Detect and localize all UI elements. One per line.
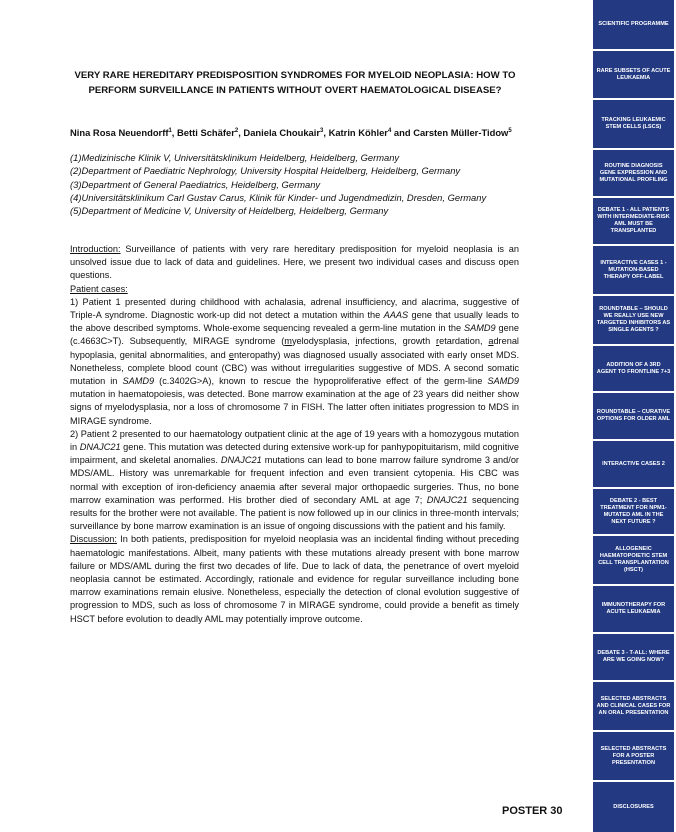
affiliation: (5)Department of Medicine V, University of Heidelberg, Heidelberg, Germany [70,205,389,217]
author: Betti Schäfer$^2$, [177,127,244,139]
case-1-paragraph: 1) Patient 1 presented during childhood with achalasia, adrenal insufficiency, and alacrima, suggestive of Triple-A syndrome. Diagnostic work-up did not detect a mutation within the AAAS gene that usually leads to the above described symptoms. Whole-exome sequencing revealed a germ-line mutation in the SAMD9 gene (c.4663C>T). Subsequently, MIRAGE syndrome (myelodysplasia, infections, growth retardation, adrenal hypoplasia, genital abnormalities, and enteropathy) was diagnosed usually associated with early onset MDS. Nonetheless, complete blood count (CBC) was without irregularities suggestive of MDS. A second somatic mutation in SAMD9 (c.3402G>A), known to rescue the hypoproliferative effect of the germ-line SAMD9 mutation in haematopoiesis, was detected. Bone marrow examination at the age of 23 years did neither show signs of myelodysplasia, nor a loss of chromosome 7 in FISH. The latter often initiates progression to MDS in MIRAGE syndrome. [70,296,519,426]
nav-roundtable-older-aml[interactable]: ROUNDTABLE – CURATIVE OPTIONS FOR OLDER AML [593,393,674,439]
nav-tracking-lsc[interactable]: TRACKING LEUKAEMIC STEM CELLS (LSCS) [593,100,674,148]
affiliation: (1)Medizinische Klinik V, Universitätsklinikum Heidelberg, Heidelberg, Germany [70,152,400,163]
affiliation: (2)Department of Paediatric Nephrology, University Hospital Heidelberg, Heidelberg, Germany [70,165,461,177]
case-2-paragraph: 2) Patient 2 presented to our haematology outpatient clinic at the age of 19 years with a homozygous mutation in DNAJC21 gene. This mutation was detected during extensive work-up for panhypopituitarism, mild cognitive impairment, and skeletal anomalies. DNAJC21 mutations can lead to bone marrow failure syndrome 3 and/or MDS/AML. History was unremarkable for frequent infection and even transient cytopenia. His CBC was normal with exception of iron-deficiency anaemia after several major orthopaedic surgeries. Thus, no bone marrow examination was performed. His brother died of secondary AML at age 7; DNAJC21 sequencing results for the brother were not available. The patient is now followed up in our clinics in three-month intervals; surveillance by bone marrow examination is an issue of ongoing discussions with the patient and his family. [70,428,519,532]
introduction-heading: Introduction: [70,244,121,254]
author: Daniela Choukair$^3$, [243,127,329,139]
nav-oral-abstracts[interactable]: SELECTED ABSTRACTS AND CLINICAL CASES FOR AN ORAL PRESENTATION [593,682,674,730]
nav-poster-abstracts[interactable]: SELECTED ABSTRACTS FOR A POSTER PRESENTATION [593,732,674,780]
nav-interactive-cases-2[interactable]: INTERACTIVE CASES 2 [593,441,674,487]
introduction-paragraph: Introduction: Surveillance of patients with very rare hereditary predisposition for myeloid neoplasia is an unsolved issue due to lack of data and guidelines. Here, we present two individual cases and discuss open questions. [70,244,519,281]
affiliations [70,151,540,217]
poster-title: VERY RARE HEREDITARY PREDISPOSITION SYNDROMES FOR MYELOID NEOPLASIA: HOW TO PERFORM SURVEILLANCE IN PATIENTS WITHOUT OVERT HAEMATOLOGICAL DISEASE? [74,70,516,96]
author: Nina Rosa Neuendorff$^1$, [70,127,178,139]
nav-scientific-programme[interactable]: SCIENTIFIC PROGRAMME [593,0,674,49]
discussion-heading: Discussion: [70,534,117,545]
nav-disclosures[interactable]: DISCLOSURES [593,782,674,832]
author: Katrin Köhler$^4$ and [328,127,414,139]
affiliation: (3)Department of General Paediatrics, Heidelberg, Germany [70,178,321,190]
poster-number: POSTER 30 [502,805,563,817]
nav-interactive-cases-1[interactable]: INTERACTIVE CASES 1 - MUTATION-BASED THERAPY OFF-LABEL [593,246,674,294]
nav-third-agent[interactable]: ADDITION OF A 3RD AGENT TO FRONTLINE 7+3 [593,346,674,391]
abstract-body [70,243,519,626]
author-list [70,125,540,139]
nav-debate-1[interactable]: DEBATE 1 - ALL PATIENTS WITH INTERMEDIATE-RISK AML MUST BE TRANSPLANTED [593,198,674,244]
author: Carsten Müller-Tidow$^5$ [413,127,512,139]
discussion-paragraph: Discussion: In both patients, predisposition for myeloid neoplasia was an incidental finding without preceding haematologic manifestations. Albeit, many patients with these mutations already present with bone marrow failure or MDS/AML during the first two decades of life. Due to lack of data, the penetrance of overt myeloid neoplasia cannot be estimated. Accordingly, rationale and evidence for regular surveillance including bone marrow examinations remain elusive. Nonetheless, especially the detection of clonal evolution suggestive of progression to MDS, such as loss of chromosome 7 in MIRAGE syndrome, could provide a benefit as timely HSCT before evolution to deadly AML may potentially improve outcome. [70,534,519,624]
nav-rare-subsets[interactable]: RARE SUBSETS OF ACUTE LEUKAEMIA [593,51,674,98]
nav-roundtable-inhibitors[interactable]: ROUNDTABLE – SHOULD WE REALLY USE NEW TARGETED INHIBITORS AS SINGLE AGENTS ? [593,296,674,344]
nav-debate-2[interactable]: DEBATE 2 - BEST TREATMENT FOR NPM1-MUTATED AML IN THE NEXT FUTURE ? [593,489,674,534]
nav-allogeneic-hsct[interactable]: ALLOGENEIC HAEMATOPOIETIC STEM CELL TRANSPLANTATION (HSCT) [593,536,674,584]
nav-routine-diagnosis[interactable]: ROUTINE DIAGNOSIS GENE EXPRESSION AND MUTATIONAL PROFILING [593,150,674,196]
nav-debate-3[interactable]: DEBATE 3 - T-ALL: WHERE ARE WE GOING NOW? [593,634,674,680]
affiliation: (4)Universitätsklinikum Carl Gustav Carus, Klinik für Kinder- und Jugendmedizin, Dresden, Germany [70,191,487,203]
patient-cases-heading: Patient cases: [70,283,128,294]
section-sidebar [590,0,676,832]
nav-immunotherapy[interactable]: IMMUNOTHERAPY FOR ACUTE LEUKAEMIA [593,586,674,632]
